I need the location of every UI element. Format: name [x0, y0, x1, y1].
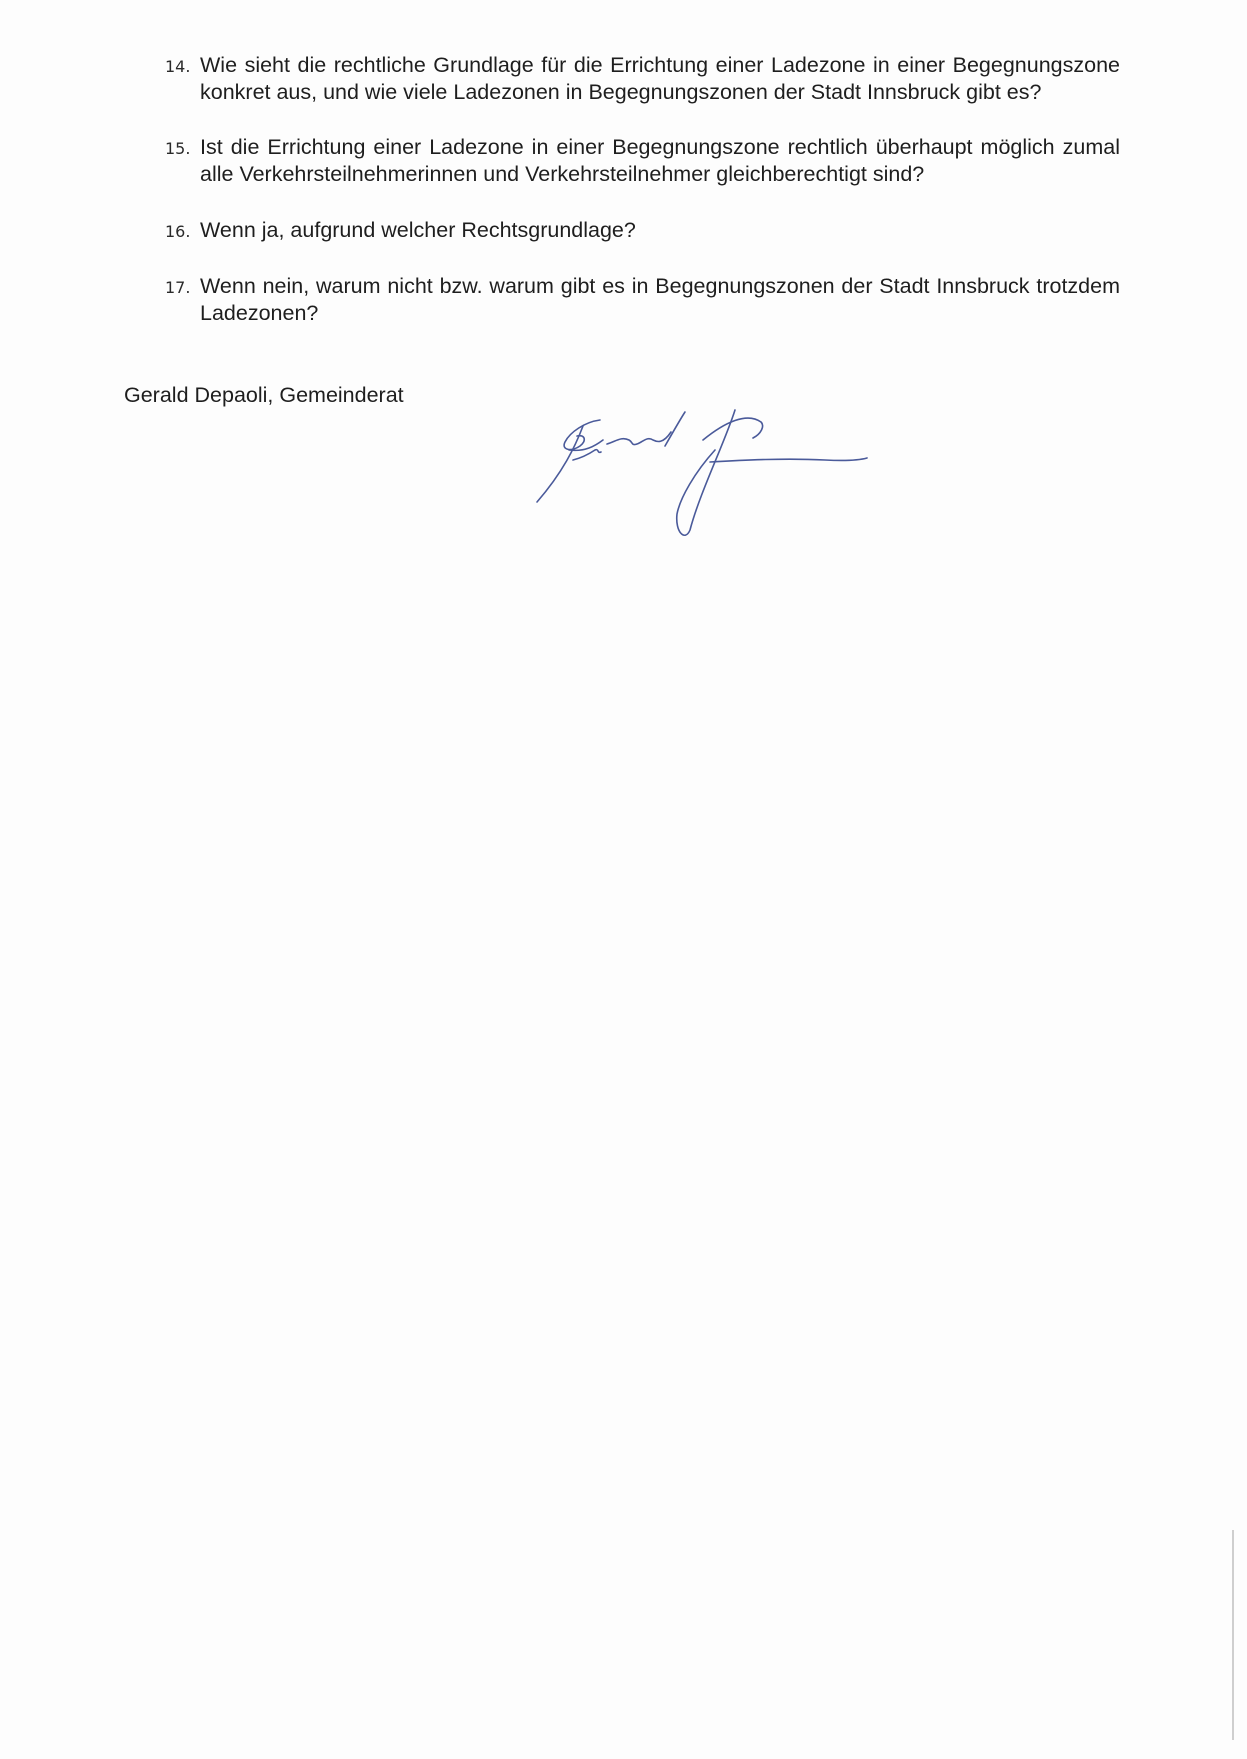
question-15	[160, 134, 1120, 188]
author-signature-line: Gerald Depaoli, Gemeinderat	[124, 383, 404, 407]
question-text: Wenn nein, warum nicht bzw. warum gibt es in Begegnungszonen der Stadt Innsbruck trotzdem Ladezonen?	[200, 274, 1120, 325]
question-17	[160, 273, 1120, 327]
question-number: 17.	[165, 278, 191, 297]
question-number: 16.	[165, 222, 191, 241]
question-number: 14.	[165, 57, 191, 76]
question-text: Wie sieht die rechtliche Grundlage für die Errichtung einer Ladezone in einer Begegnungszone konkret aus, und wie viele Ladezonen in Begegnungszonen der Stadt Innsbruck gibt es?	[200, 53, 1120, 104]
question-text: Ist die Errichtung einer Ladezone in einer Begegnungszone rechtlich überhaupt möglich zumal alle Verkehrsteilnehmerinnen und Verkehrsteilnehmer gleichberechtigt sind?	[200, 135, 1120, 186]
question-number: 15.	[165, 139, 191, 158]
question-16	[160, 217, 1120, 244]
scan-edge-line	[1232, 1530, 1234, 1740]
question-14	[160, 52, 1120, 106]
question-text: Wenn ja, aufgrund welcher Rechtsgrundlage?	[200, 218, 636, 242]
question-list	[160, 52, 1120, 354]
handwritten-signature	[525, 402, 895, 552]
